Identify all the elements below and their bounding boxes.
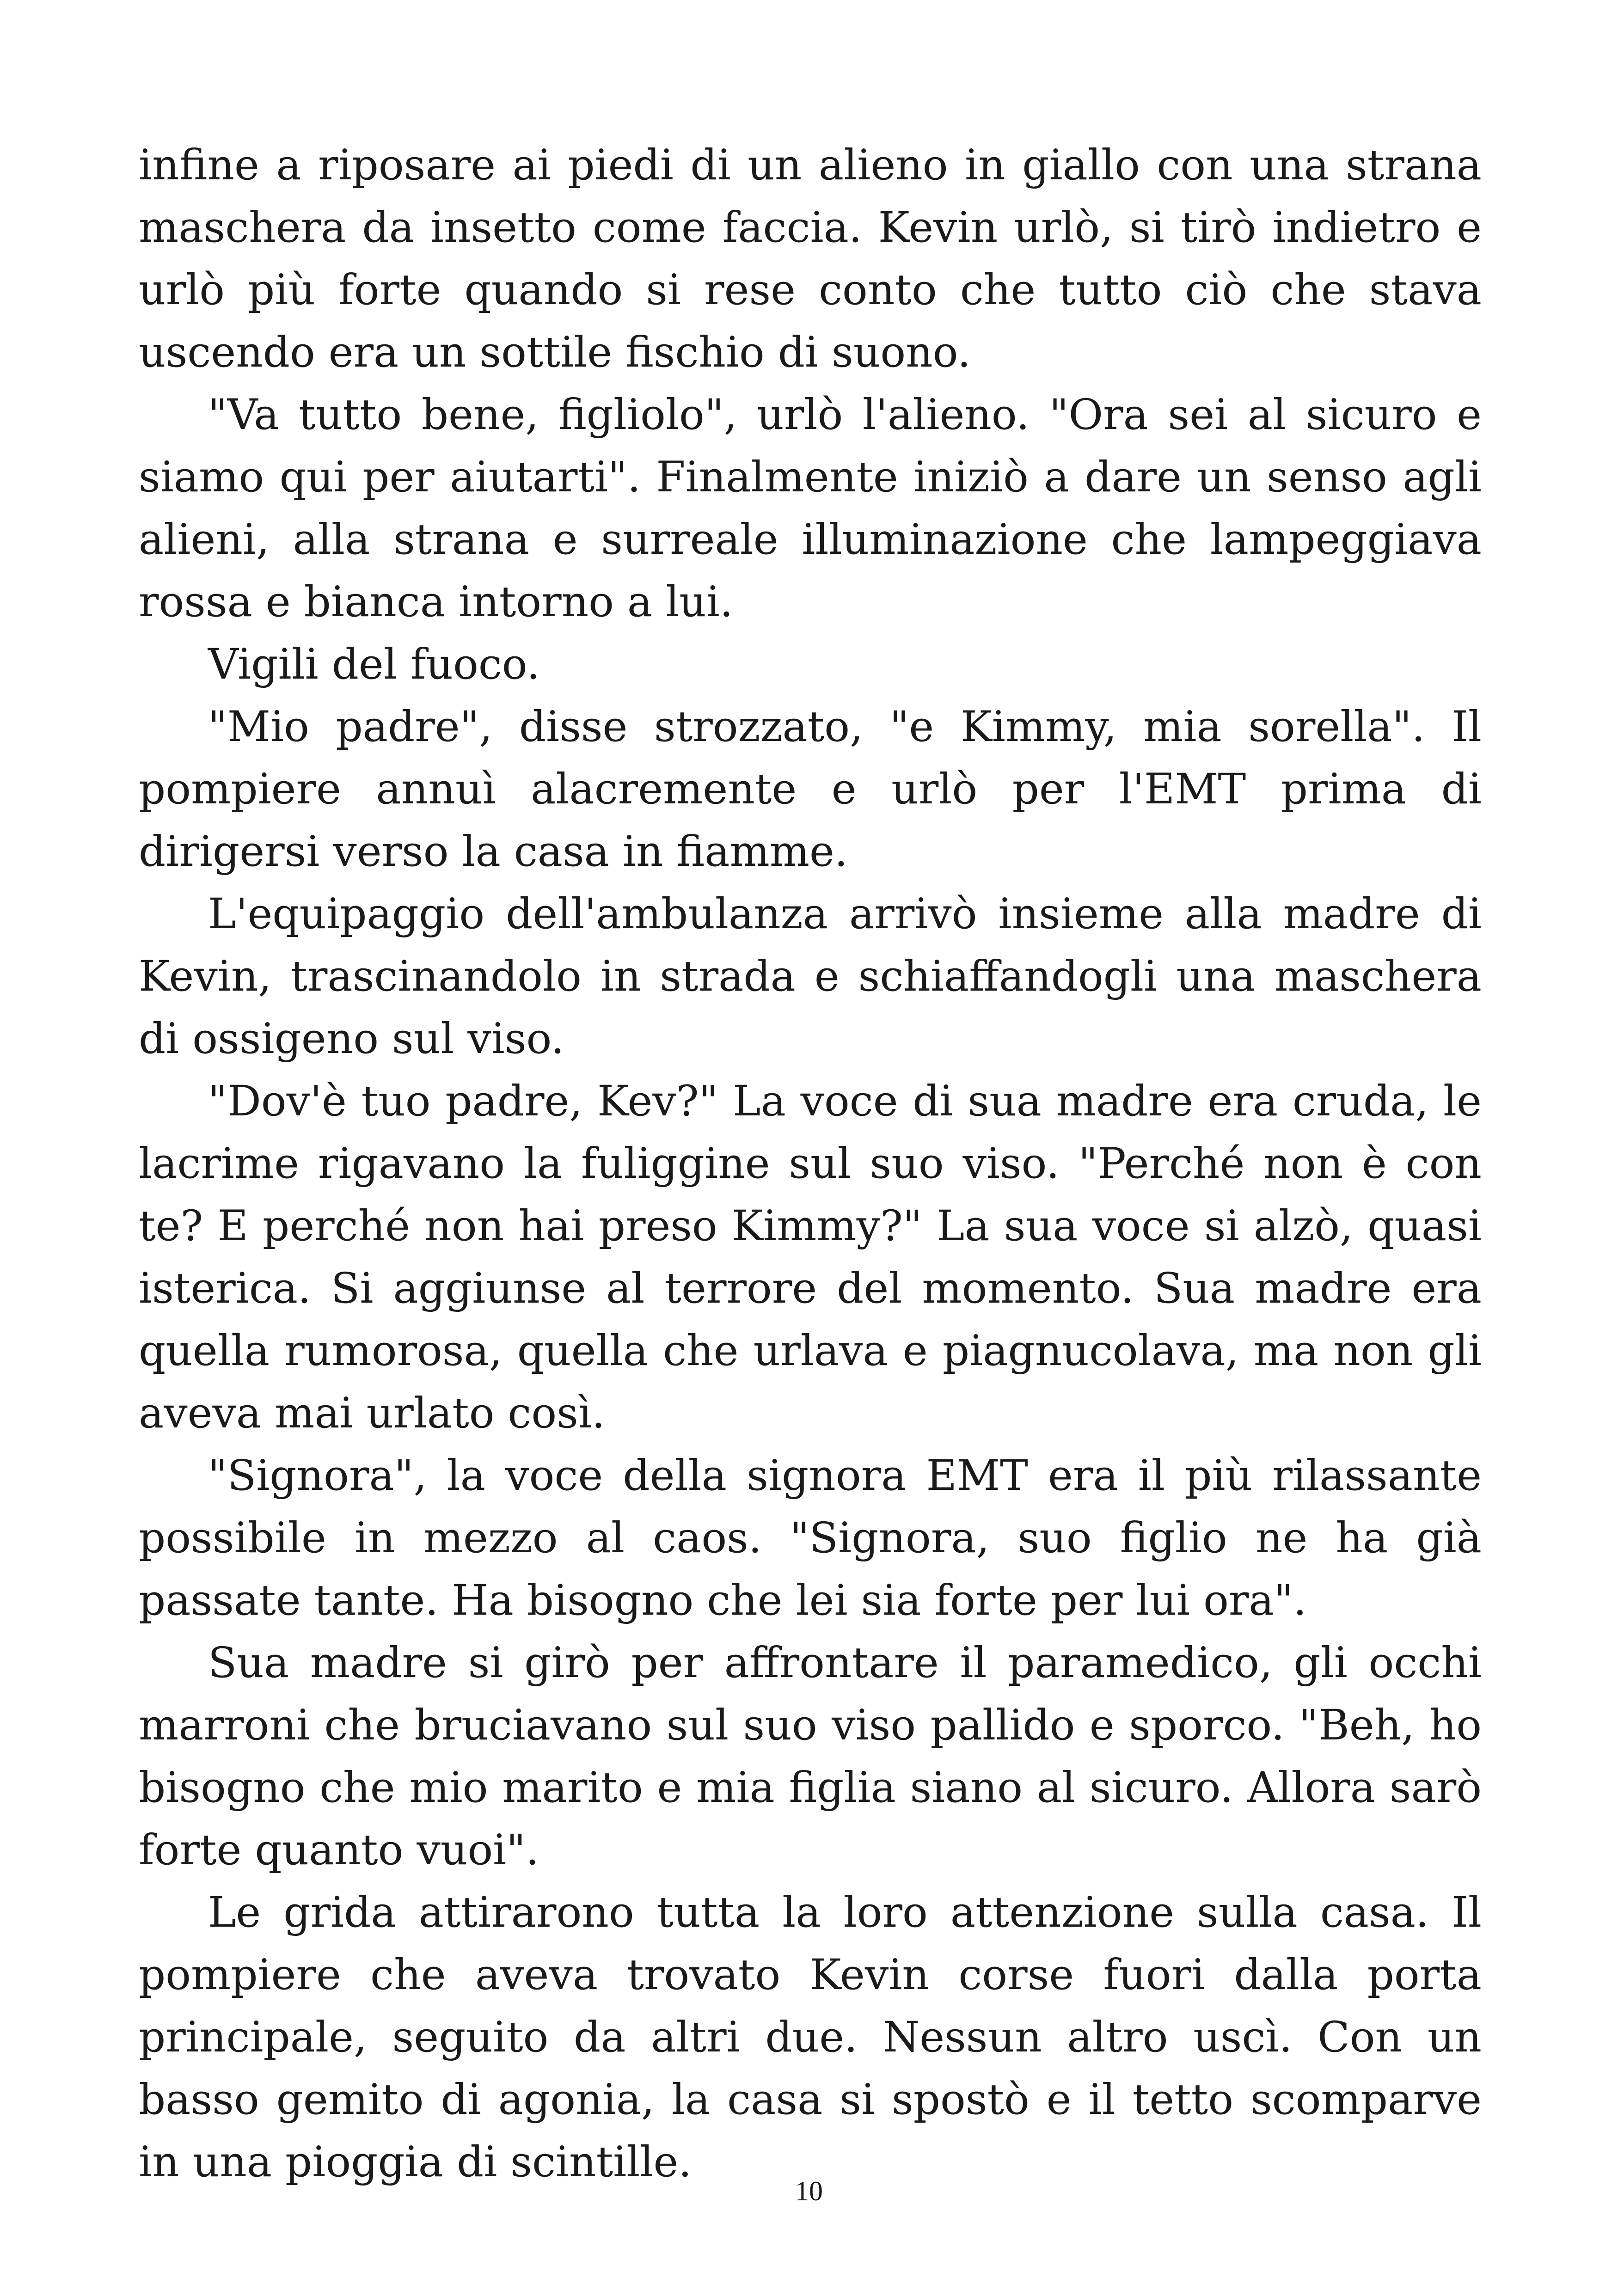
paragraph-5: L'equipaggio dell'ambulanza arrivò insieme alla madre di Kevin, trascinandolo in strada e schiaffandogli una maschera di ossigeno sul viso. (139, 890, 1482, 1063)
paragraph-8: Sua madre si girò per affrontare il paramedico, gli occhi marroni che bruciavano sul suo viso pallido e sporco. "Beh, ho bisogno che mio marito e mia figlia siano al sicuro. Allora sarò forte quanto vuoi". (139, 1639, 1482, 1874)
paragraph-4: "Mio padre", disse strozzato, "e Kimmy, mia sorella". Il pompiere annuì alacremente e urlò per l'EMT prima di dirigersi verso la casa in fiamme. (139, 703, 1482, 876)
paragraph-3: Vigili del fuoco. (208, 640, 540, 689)
paragraph-1: infine a riposare ai piedi di un alieno in giallo con una strana maschera da insetto come faccia. Kevin urlò, si tirò indietro e urlò più forte quando si rese conto che tutto ciò che stava uscendo era un sottile fischio di suono. (139, 141, 1482, 377)
paragraph-7: "Signora", la voce della signora EMT era il più rilassante possibile in mezzo al caos. "Signora, suo figlio ne ha già passate tante. Ha bisogno che lei sia forte per lui ora". (139, 1451, 1482, 1625)
page-body (139, 134, 1482, 2193)
paragraph-2: "Va tutto bene, figliolo", urlò l'alieno. "Ora sei al sicuro e siamo qui per aiutarti". Finalmente iniziò a dare un senso agli alieni, alla strana e surreale illuminazione che lampeggiava rossa e bianca intorno a lui. (139, 391, 1482, 626)
paragraph-6: "Dov'è tuo padre, Kev?" La voce di sua madre era cruda, le lacrime rigavano la fuliggine sul suo viso. "Perché non è con te? E perché non hai preso Kimmy?" La sua voce si alzò, quasi isterica. Si aggiunse al terrore del momento. Sua madre era quella rumorosa, quella che urlava e piagnucolava, ma non gli aveva mai urlato così. (139, 1077, 1482, 1438)
page-number: 10 (795, 2176, 823, 2206)
paragraph-9: Le grida attirarono tutta la loro attenzione sulla casa. Il pompiere che aveva trovato Kevin corse fuori dalla porta principale, seguito da altri due. Nessun altro uscì. Con un basso gemito di agonia, la casa si spostò e il tetto scomparve in una pioggia di scintille. (139, 1888, 1482, 2186)
